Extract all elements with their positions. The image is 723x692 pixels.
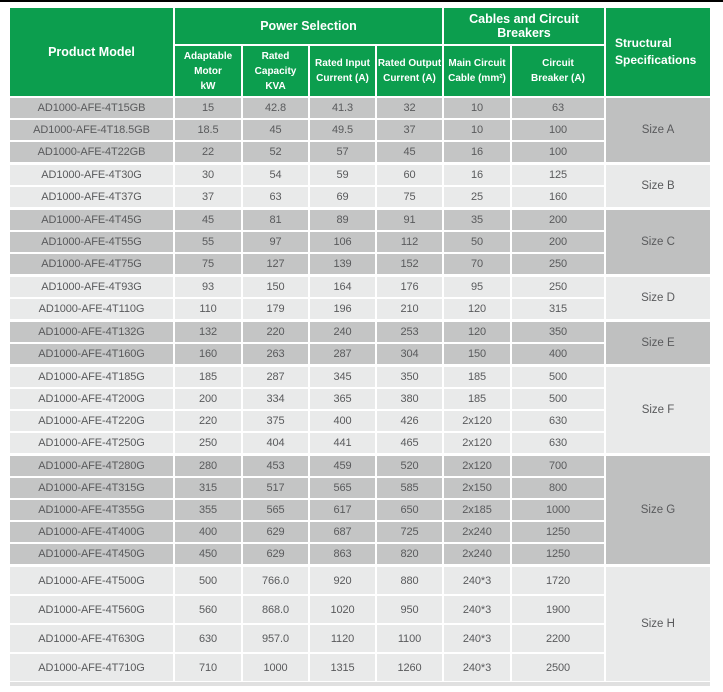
value-cell: 630: [512, 433, 604, 453]
model-cell: AD1000-AFE-4T55G: [10, 232, 173, 252]
value-cell: 565: [310, 478, 375, 498]
table-body: [10, 98, 710, 681]
value-cell: 22: [175, 142, 241, 162]
header-middle-section: [175, 8, 604, 96]
table-row: [10, 277, 604, 297]
circuit-breaker-header: [512, 46, 604, 96]
value-cell: 69: [310, 187, 375, 207]
value-cell: 100: [512, 142, 604, 162]
value-cell: 710: [175, 654, 241, 681]
table-row: [10, 344, 604, 364]
value-cell: 75: [175, 254, 241, 274]
value-cell: 41.3: [310, 98, 375, 118]
value-cell: 2x120: [444, 433, 510, 453]
value-cell: 585: [377, 478, 442, 498]
value-cell: 459: [310, 456, 375, 476]
value-cell: 280: [175, 456, 241, 476]
value-cell: 75: [377, 187, 442, 207]
model-cell: AD1000-AFE-4T560G: [10, 596, 173, 623]
value-cell: 400: [512, 344, 604, 364]
value-cell: 59: [310, 165, 375, 185]
value-cell: 150: [243, 277, 308, 297]
group-rows: [10, 456, 604, 564]
value-cell: 1720: [512, 567, 604, 594]
value-cell: 700: [512, 456, 604, 476]
table-header: [10, 8, 710, 96]
value-cell: 220: [243, 322, 308, 342]
value-cell: 240*3: [444, 625, 510, 652]
subheader-line: KVA: [265, 80, 286, 92]
subheader-line: Cable (mm²): [448, 73, 506, 84]
value-cell: 1100: [377, 625, 442, 652]
value-cell: 160: [175, 344, 241, 364]
value-cell: 15: [175, 98, 241, 118]
size-group: [10, 367, 710, 453]
subheader-line: Main Circuit: [448, 58, 506, 69]
value-cell: 1120: [310, 625, 375, 652]
table-row: [10, 254, 604, 274]
value-cell: 152: [377, 254, 442, 274]
value-cell: 91: [377, 210, 442, 230]
value-cell: 500: [512, 367, 604, 387]
value-cell: 89: [310, 210, 375, 230]
model-cell: AD1000-AFE-4T200G: [10, 389, 173, 409]
value-cell: 250: [175, 433, 241, 453]
value-cell: 868.0: [243, 596, 308, 623]
value-cell: 179: [243, 299, 308, 319]
header-group-row: [175, 8, 604, 44]
value-cell: 820: [377, 544, 442, 564]
value-cell: 1250: [512, 544, 604, 564]
model-cell: AD1000-AFE-4T710G: [10, 654, 173, 681]
value-cell: 957.0: [243, 625, 308, 652]
table-bottom-strip: [10, 682, 710, 686]
value-cell: 42.8: [243, 98, 308, 118]
value-cell: 200: [512, 232, 604, 252]
value-cell: 287: [310, 344, 375, 364]
value-cell: 2200: [512, 625, 604, 652]
value-cell: 100: [512, 120, 604, 140]
value-cell: 52: [243, 142, 308, 162]
value-cell: 565: [243, 500, 308, 520]
group-rows: [10, 567, 604, 681]
value-cell: 176: [377, 277, 442, 297]
value-cell: 880: [377, 567, 442, 594]
table-row: [10, 456, 604, 476]
table-row: [10, 142, 604, 162]
table-row: [10, 654, 604, 681]
value-cell: 2x185: [444, 500, 510, 520]
value-cell: 160: [512, 187, 604, 207]
value-cell: 120: [444, 322, 510, 342]
value-cell: 350: [377, 367, 442, 387]
table-row: [10, 596, 604, 623]
value-cell: 629: [243, 544, 308, 564]
subheader-line: Rated Input: [315, 58, 370, 69]
size-group: [10, 98, 710, 162]
value-cell: 2x120: [444, 411, 510, 431]
value-cell: 2x240: [444, 544, 510, 564]
value-cell: 57: [310, 142, 375, 162]
value-cell: 30: [175, 165, 241, 185]
value-cell: 18.5: [175, 120, 241, 140]
model-cell: AD1000-AFE-4T37G: [10, 187, 173, 207]
value-cell: 355: [175, 500, 241, 520]
value-cell: 185: [175, 367, 241, 387]
table-row: [10, 389, 604, 409]
size-cell: Size E: [606, 322, 710, 364]
model-cell: AD1000-AFE-4T250G: [10, 433, 173, 453]
table-row: [10, 411, 604, 431]
value-cell: 2500: [512, 654, 604, 681]
value-cell: 49.5: [310, 120, 375, 140]
value-cell: 630: [175, 625, 241, 652]
value-cell: 630: [512, 411, 604, 431]
value-cell: 1000: [512, 500, 604, 520]
value-cell: 16: [444, 165, 510, 185]
model-cell: AD1000-AFE-4T30G: [10, 165, 173, 185]
value-cell: 560: [175, 596, 241, 623]
value-cell: 210: [377, 299, 442, 319]
value-cell: 240*3: [444, 654, 510, 681]
rated-input-header: [310, 46, 375, 96]
subheader-line: Specifications: [615, 53, 697, 67]
value-cell: 10: [444, 120, 510, 140]
value-cell: 650: [377, 500, 442, 520]
value-cell: 350: [512, 322, 604, 342]
model-cell: AD1000-AFE-4T18.5GB: [10, 120, 173, 140]
value-cell: 250: [512, 277, 604, 297]
value-cell: 125: [512, 165, 604, 185]
value-cell: 365: [310, 389, 375, 409]
value-cell: 520: [377, 456, 442, 476]
table-row: [10, 187, 604, 207]
subheader-line: Rated Capacity: [254, 50, 297, 77]
value-cell: 1000: [243, 654, 308, 681]
size-group: [10, 456, 710, 564]
value-cell: 304: [377, 344, 442, 364]
value-cell: 250: [512, 254, 604, 274]
subheader-line: Current (A): [316, 73, 369, 84]
product-model-header: Product Model: [10, 8, 173, 96]
value-cell: 617: [310, 500, 375, 520]
model-cell: AD1000-AFE-4T280G: [10, 456, 173, 476]
size-cell: Size B: [606, 165, 710, 207]
subheader-line: Rated Output: [377, 58, 442, 69]
value-cell: 687: [310, 522, 375, 542]
value-cell: 375: [243, 411, 308, 431]
main-circuit-cable-header: [444, 46, 510, 96]
size-cell: Size A: [606, 98, 710, 162]
value-cell: 500: [175, 567, 241, 594]
value-cell: 2x240: [444, 522, 510, 542]
value-cell: 45: [175, 210, 241, 230]
value-cell: 315: [512, 299, 604, 319]
table-row: [10, 544, 604, 564]
adaptable-motor-header: [175, 46, 241, 96]
model-cell: AD1000-AFE-4T93G: [10, 277, 173, 297]
value-cell: 120: [444, 299, 510, 319]
model-cell: AD1000-AFE-4T110G: [10, 299, 173, 319]
value-cell: 132: [175, 322, 241, 342]
product-spec-table: [10, 8, 710, 686]
group-rows: [10, 367, 604, 453]
model-cell: AD1000-AFE-4T75G: [10, 254, 173, 274]
subheader-line: Current (A): [383, 73, 436, 84]
value-cell: 150: [444, 344, 510, 364]
table-row: [10, 367, 604, 387]
value-cell: 240: [310, 322, 375, 342]
value-cell: 110: [175, 299, 241, 319]
value-cell: 63: [512, 98, 604, 118]
table-row: [10, 567, 604, 594]
table-row: [10, 522, 604, 542]
value-cell: 54: [243, 165, 308, 185]
value-cell: 55: [175, 232, 241, 252]
table-row: [10, 232, 604, 252]
value-cell: 400: [310, 411, 375, 431]
value-cell: 37: [377, 120, 442, 140]
model-cell: AD1000-AFE-4T400G: [10, 522, 173, 542]
size-group: [10, 210, 710, 274]
value-cell: 2x150: [444, 478, 510, 498]
table-row: [10, 322, 604, 342]
value-cell: 1315: [310, 654, 375, 681]
rated-capacity-header: [243, 46, 308, 96]
value-cell: 1250: [512, 522, 604, 542]
model-cell: AD1000-AFE-4T355G: [10, 500, 173, 520]
value-cell: 345: [310, 367, 375, 387]
value-cell: 950: [377, 596, 442, 623]
value-cell: 725: [377, 522, 442, 542]
value-cell: 93: [175, 277, 241, 297]
model-cell: AD1000-AFE-4T220G: [10, 411, 173, 431]
group-rows: [10, 322, 604, 364]
model-cell: AD1000-AFE-4T185G: [10, 367, 173, 387]
value-cell: 766.0: [243, 567, 308, 594]
size-cell: Size F: [606, 367, 710, 453]
model-cell: AD1000-AFE-4T45G: [10, 210, 173, 230]
table-row: [10, 433, 604, 453]
size-cell: Size D: [606, 277, 710, 319]
rated-output-header: [377, 46, 442, 96]
value-cell: 240*3: [444, 596, 510, 623]
value-cell: 253: [377, 322, 442, 342]
table-row: [10, 625, 604, 652]
value-cell: 441: [310, 433, 375, 453]
size-cell: Size H: [606, 567, 710, 681]
value-cell: 10: [444, 98, 510, 118]
table-row: [10, 210, 604, 230]
model-cell: AD1000-AFE-4T22GB: [10, 142, 173, 162]
value-cell: 70: [444, 254, 510, 274]
value-cell: 37: [175, 187, 241, 207]
value-cell: 465: [377, 433, 442, 453]
top-border-rule: [0, 0, 723, 2]
group-rows: [10, 98, 604, 162]
value-cell: 32: [377, 98, 442, 118]
value-cell: 25: [444, 187, 510, 207]
table-row: [10, 165, 604, 185]
value-cell: 220: [175, 411, 241, 431]
group-rows: [10, 210, 604, 274]
value-cell: 450: [175, 544, 241, 564]
value-cell: 45: [243, 120, 308, 140]
value-cell: 63: [243, 187, 308, 207]
table-row: [10, 299, 604, 319]
subheader-line: Structural: [615, 35, 672, 50]
value-cell: 287: [243, 367, 308, 387]
value-cell: 629: [243, 522, 308, 542]
value-cell: 97: [243, 232, 308, 252]
size-group: [10, 567, 710, 681]
value-cell: 863: [310, 544, 375, 564]
value-cell: 334: [243, 389, 308, 409]
group-rows: [10, 277, 604, 319]
value-cell: 95: [444, 277, 510, 297]
value-cell: 81: [243, 210, 308, 230]
value-cell: 315: [175, 478, 241, 498]
value-cell: 1020: [310, 596, 375, 623]
value-cell: 200: [175, 389, 241, 409]
size-group: [10, 165, 710, 207]
model-cell: AD1000-AFE-4T315G: [10, 478, 173, 498]
value-cell: 35: [444, 210, 510, 230]
model-cell: AD1000-AFE-4T132G: [10, 322, 173, 342]
cables-breakers-header: Cables and Circuit Breakers: [444, 8, 604, 44]
value-cell: 106: [310, 232, 375, 252]
size-cell: Size G: [606, 456, 710, 564]
value-cell: 60: [377, 165, 442, 185]
power-selection-header: Power Selection: [175, 8, 442, 44]
value-cell: 240*3: [444, 567, 510, 594]
subheader-line: Circuit: [542, 58, 574, 69]
model-cell: AD1000-AFE-4T500G: [10, 567, 173, 594]
value-cell: 16: [444, 142, 510, 162]
value-cell: 164: [310, 277, 375, 297]
value-cell: 453: [243, 456, 308, 476]
model-cell: AD1000-AFE-4T15GB: [10, 98, 173, 118]
value-cell: 400: [175, 522, 241, 542]
value-cell: 263: [243, 344, 308, 364]
size-group: [10, 277, 710, 319]
value-cell: 185: [444, 389, 510, 409]
value-cell: 426: [377, 411, 442, 431]
model-cell: AD1000-AFE-4T450G: [10, 544, 173, 564]
value-cell: 517: [243, 478, 308, 498]
value-cell: 404: [243, 433, 308, 453]
value-cell: 200: [512, 210, 604, 230]
value-cell: 1260: [377, 654, 442, 681]
value-cell: 1900: [512, 596, 604, 623]
table-row: [10, 500, 604, 520]
value-cell: 920: [310, 567, 375, 594]
size-cell: Size C: [606, 210, 710, 274]
value-cell: 50: [444, 232, 510, 252]
subheader-line: Adaptable Motor: [183, 50, 233, 77]
structural-specs-header: [606, 8, 710, 96]
value-cell: 45: [377, 142, 442, 162]
value-cell: 185: [444, 367, 510, 387]
model-cell: AD1000-AFE-4T160G: [10, 344, 173, 364]
table-row: [10, 120, 604, 140]
size-group: [10, 322, 710, 364]
value-cell: 112: [377, 232, 442, 252]
value-cell: 800: [512, 478, 604, 498]
group-rows: [10, 165, 604, 207]
value-cell: 2x120: [444, 456, 510, 476]
table-row: [10, 478, 604, 498]
value-cell: 500: [512, 389, 604, 409]
value-cell: 139: [310, 254, 375, 274]
value-cell: 196: [310, 299, 375, 319]
value-cell: 127: [243, 254, 308, 274]
table-row: [10, 98, 604, 118]
model-cell: AD1000-AFE-4T630G: [10, 625, 173, 652]
subheader-line: Breaker (A): [531, 73, 585, 84]
subheader-line: kW: [200, 80, 216, 92]
header-subcolumn-row: [175, 46, 604, 96]
value-cell: 380: [377, 389, 442, 409]
